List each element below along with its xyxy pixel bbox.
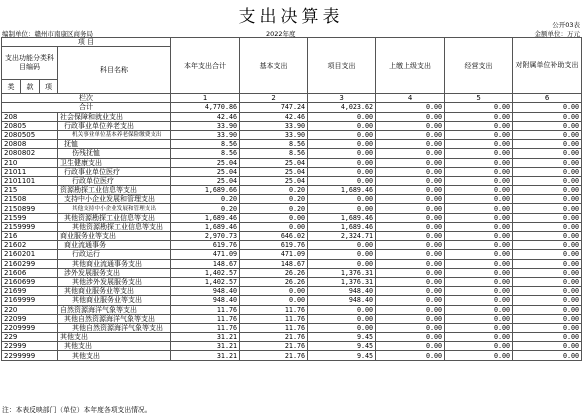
row-value: 0.00 [513,158,582,167]
table-row [2,232,582,241]
row-name: 行政运行 [58,250,171,259]
col-header-project: 项目支出 [308,38,376,94]
row-value: 31.21 [171,351,240,360]
row-name: 其他支持中小企业发展和管理支出 [58,204,171,213]
row-value: 2,324.71 [308,232,376,241]
row-code: 215 [2,186,58,195]
row-code: 2160201 [2,250,58,259]
row-value: 8.56 [171,140,240,149]
footnote: 注：本表反映部门（单位）本年度各项支出情况。 [2,406,152,414]
table-row [2,259,582,268]
row-value: 0.00 [308,130,376,139]
table-row [2,323,582,332]
xiang-header: 项 [40,80,58,94]
row-value: 0.00 [308,195,376,204]
table-row [2,305,582,314]
total-value: 0.00 [513,103,582,112]
row-value: 33.90 [240,130,308,139]
row-code: 2080505 [2,130,58,139]
col-header-basic: 基本支出 [240,38,308,94]
row-value: 0.00 [445,287,513,296]
row-value: 11.76 [171,305,240,314]
row-value: 1,689.46 [308,186,376,195]
row-value: 0.00 [513,167,582,176]
func-code-header: 支出功能分类科目编码 [2,47,58,80]
lanci-label: 栏次 [2,94,171,103]
table-row [2,250,582,259]
row-value: 646.02 [240,232,308,241]
row-name: 伤残抚恤 [58,149,171,158]
row-code: 20808 [2,140,58,149]
row-value: 0.00 [376,351,445,360]
row-value: 8.56 [171,149,240,158]
row-value: 0.00 [376,149,445,158]
row-value: 0.00 [445,158,513,167]
row-value: 25.04 [171,176,240,185]
row-value: 9.45 [308,351,376,360]
colnum-1: 1 [171,94,240,103]
row-value: 471.09 [240,250,308,259]
row-value: 0.00 [308,241,376,250]
row-value: 0.00 [513,314,582,323]
row-value: 0.00 [376,259,445,268]
row-code: 22099 [2,314,58,323]
table-row [2,268,582,277]
row-value: 0.00 [445,342,513,351]
row-value: 0.00 [513,213,582,222]
table-row [2,204,582,213]
row-value: 8.56 [240,140,308,149]
row-value: 25.04 [240,176,308,185]
row-value: 0.00 [376,222,445,231]
row-name: 其他商业服务业等支出 [58,287,171,296]
row-value: 1,689.66 [171,186,240,195]
row-value: 0.00 [445,149,513,158]
row-value: 1,402.57 [171,268,240,277]
col-header-business: 经营支出 [445,38,513,94]
row-value: 8.56 [240,149,308,158]
colnum-3: 3 [308,94,376,103]
table-row [2,314,582,323]
row-value: 11.76 [171,314,240,323]
row-code: 21599 [2,213,58,222]
row-value: 11.76 [171,323,240,332]
row-code: 220 [2,305,58,314]
row-value: 0.00 [445,186,513,195]
row-value: 0.00 [308,259,376,268]
total-value: 4,023.62 [308,103,376,112]
row-value: 0.00 [240,213,308,222]
row-value: 0.00 [308,305,376,314]
row-value: 0.00 [376,323,445,332]
row-code: 21606 [2,268,58,277]
row-value: 948.40 [171,287,240,296]
table-row [2,342,582,351]
row-value: 0.00 [376,204,445,213]
row-code: 2080802 [2,149,58,158]
row-value: 0.00 [240,296,308,305]
row-value: 9.45 [308,342,376,351]
row-name: 其他商业服务业等支出 [58,296,171,305]
row-code: 21011 [2,167,58,176]
table-row [2,176,582,185]
row-value: 1,689.46 [308,213,376,222]
row-value: 0.00 [376,167,445,176]
table-row [2,241,582,250]
row-value: 0.00 [308,158,376,167]
row-value: 0.00 [445,296,513,305]
row-value: 0.00 [513,342,582,351]
page-title: 支出决算表 [238,7,344,27]
row-value: 0.00 [376,268,445,277]
row-value: 0.00 [445,112,513,121]
row-value: 0.20 [240,204,308,213]
row-value: 0.00 [445,213,513,222]
row-value: 0.20 [171,204,240,213]
row-value: 31.21 [171,333,240,342]
row-name: 其他自然资源海洋气象等支出 [58,323,171,332]
row-value: 0.00 [513,112,582,121]
row-name: 卫生健康支出 [58,158,171,167]
fiscal-year: 2022年度 [266,30,296,38]
row-code: 2160299 [2,259,58,268]
row-value: 26.26 [240,277,308,286]
row-name: 其他自然资源海洋气象等支出 [58,314,171,323]
row-value: 0.00 [513,259,582,268]
row-value: 0.00 [445,121,513,130]
kuan-header: 款 [21,80,40,94]
row-value: 0.00 [376,186,445,195]
row-value: 948.40 [308,296,376,305]
row-code: 2160699 [2,277,58,286]
row-value: 21.76 [240,342,308,351]
row-value: 11.76 [240,314,308,323]
row-value: 0.00 [445,167,513,176]
row-value: 0.00 [376,130,445,139]
colnum-2: 2 [240,94,308,103]
row-code: 21602 [2,241,58,250]
table-row [2,296,582,305]
row-value: 1,689.46 [171,222,240,231]
row-value: 619.76 [171,241,240,250]
row-value: 0.00 [513,140,582,149]
row-code: 21508 [2,195,58,204]
row-code: 210 [2,158,58,167]
row-value: 25.04 [171,167,240,176]
row-value: 0.00 [445,130,513,139]
row-name: 其他支出 [58,351,171,360]
row-value: 0.00 [376,241,445,250]
row-value: 0.00 [308,204,376,213]
row-value: 31.21 [171,342,240,351]
row-value: 0.00 [376,305,445,314]
row-value: 0.00 [376,213,445,222]
form-code: 公开03表 [552,21,580,29]
row-value: 11.76 [240,305,308,314]
row-code: 2299999 [2,351,58,360]
row-value: 0.00 [308,176,376,185]
row-name: 其他涉外发展服务支出 [58,277,171,286]
row-value: 0.00 [240,222,308,231]
row-name: 抚恤 [58,140,171,149]
row-value: 0.00 [513,232,582,241]
row-value: 0.00 [376,277,445,286]
row-code: 229 [2,333,58,342]
table-row [2,277,582,286]
row-value: 0.00 [376,342,445,351]
row-value: 42.46 [171,112,240,121]
row-value: 0.00 [445,268,513,277]
row-value: 0.00 [513,130,582,139]
row-value: 0.00 [513,222,582,231]
row-code: 20805 [2,121,58,130]
row-value: 21.76 [240,333,308,342]
row-value: 0.20 [240,195,308,204]
row-value: 0.00 [376,158,445,167]
row-name: 行政单位医疗 [58,176,171,185]
total-label: 合计 [2,103,171,112]
row-value: 0.00 [308,314,376,323]
row-value: 0.00 [513,296,582,305]
row-value: 26.26 [240,268,308,277]
row-value: 0.00 [376,287,445,296]
row-name: 行政事业单位养老支出 [58,121,171,130]
row-code: 22999 [2,342,58,351]
row-value: 619.76 [240,241,308,250]
row-value: 0.00 [513,277,582,286]
row-value: 0.00 [445,351,513,360]
row-value: 25.04 [240,158,308,167]
row-name: 商业流通事务 [58,241,171,250]
row-value: 0.00 [376,296,445,305]
row-value: 33.90 [171,121,240,130]
colnum-4: 4 [376,94,445,103]
row-code: 2169999 [2,296,58,305]
row-value: 0.00 [308,121,376,130]
table-row [2,333,582,342]
colnum-6: 6 [513,94,582,103]
row-value: 0.00 [445,232,513,241]
row-name: 机关事业单位基本养老保险缴费支出 [58,130,171,139]
row-value: 0.00 [445,305,513,314]
row-name: 其他资源勘探工业信息等支出 [58,213,171,222]
table-row [2,130,582,139]
table-row [2,112,582,121]
subject-name-header: 科目名称 [58,47,171,94]
row-name: 行政事业单位医疗 [58,167,171,176]
row-value: 42.46 [240,112,308,121]
table-row [2,213,582,222]
row-value: 0.00 [513,305,582,314]
row-value: 0.00 [308,250,376,259]
col-header-total: 本年支出合计 [171,38,240,94]
row-code: 2209999 [2,323,58,332]
row-name: 其他资源勘探工业信息等支出 [58,222,171,231]
row-value: 0.00 [445,204,513,213]
table-row [2,287,582,296]
row-code: 216 [2,232,58,241]
row-value: 0.00 [445,259,513,268]
row-value: 0.00 [376,176,445,185]
row-value: 0.20 [240,186,308,195]
row-value: 0.00 [376,112,445,121]
row-value: 0.00 [445,314,513,323]
row-code: 2159999 [2,222,58,231]
row-code: 2150899 [2,204,58,213]
colnum-5: 5 [445,94,513,103]
row-value: 0.00 [376,333,445,342]
total-value: 4,770.86 [171,103,240,112]
row-name: 其他支出 [58,342,171,351]
lei-header: 类 [2,80,21,94]
row-value: 0.00 [513,195,582,204]
row-value: 0.00 [445,176,513,185]
row-value: 148.67 [240,259,308,268]
table-row [2,167,582,176]
compiling-unit: 编制单位：赣州市南康区商务局 [2,30,93,38]
row-value: 0.00 [445,195,513,204]
row-value: 25.04 [240,167,308,176]
row-value: 1,689.46 [308,222,376,231]
row-value: 0.00 [513,287,582,296]
row-value: 0.00 [308,112,376,121]
currency-unit: 金额单位：万元 [534,30,580,38]
row-name: 其他商业流通事务支出 [58,259,171,268]
row-value: 0.00 [513,351,582,360]
row-name: 其他支出 [58,333,171,342]
row-value: 33.90 [171,130,240,139]
row-value: 0.00 [513,333,582,342]
row-value: 0.00 [376,250,445,259]
row-code: 208 [2,112,58,121]
row-code: 2101101 [2,176,58,185]
row-value: 148.67 [171,259,240,268]
col-header-subsidiary: 对附属单位补助支出 [513,38,582,94]
row-name: 社会保障和就业支出 [58,112,171,121]
row-value: 0.00 [308,167,376,176]
table-row [2,158,582,167]
row-value: 0.00 [376,140,445,149]
table-row [2,186,582,195]
table-row [2,222,582,231]
col-header-upper: 上缴上级支出 [376,38,445,94]
row-value: 1,689.46 [171,213,240,222]
row-value: 0.00 [513,149,582,158]
row-value: 0.00 [445,140,513,149]
table-row [2,195,582,204]
row-value: 0.00 [445,250,513,259]
row-value: 0.00 [513,241,582,250]
row-value: 0.00 [376,232,445,241]
row-value: 25.04 [171,158,240,167]
row-value: 0.00 [513,268,582,277]
row-value: 0.20 [171,195,240,204]
row-value: 1,402.57 [171,277,240,286]
row-name: 商业服务业等支出 [58,232,171,241]
row-value: 11.76 [240,323,308,332]
row-value: 0.00 [308,149,376,158]
total-value: 747.24 [240,103,308,112]
item-group-header: 项 目 [2,38,171,47]
row-value: 0.00 [513,121,582,130]
row-value: 0.00 [513,250,582,259]
table-row [2,121,582,130]
row-value: 21.76 [240,351,308,360]
row-value: 0.00 [513,204,582,213]
row-name: 涉外发展服务支出 [58,268,171,277]
row-value: 0.00 [445,277,513,286]
row-value: 2,970.73 [171,232,240,241]
table-row [2,140,582,149]
row-name: 资源勘探工业信息等支出 [58,186,171,195]
row-value: 0.00 [445,333,513,342]
row-value: 0.00 [513,323,582,332]
row-value: 0.00 [376,314,445,323]
total-value: 0.00 [376,103,445,112]
row-value: 0.00 [445,222,513,231]
row-name: 支持中小企业发展和管理支出 [58,195,171,204]
expenditure-table [1,37,582,361]
row-value: 0.00 [376,195,445,204]
row-value: 33.90 [240,121,308,130]
table-body [2,112,582,360]
total-value: 0.00 [445,103,513,112]
row-code: 21699 [2,287,58,296]
row-value: 471.09 [171,250,240,259]
row-value: 9.45 [308,333,376,342]
row-value: 1,376.31 [308,268,376,277]
row-value: 0.00 [240,287,308,296]
row-value: 0.00 [445,323,513,332]
table-row [2,351,582,360]
row-value: 0.00 [445,241,513,250]
row-value: 0.00 [513,186,582,195]
row-value: 0.00 [308,140,376,149]
row-value: 1,376.31 [308,277,376,286]
table-row [2,149,582,158]
row-value: 948.40 [171,296,240,305]
row-value: 0.00 [376,121,445,130]
row-value: 0.00 [308,323,376,332]
row-value: 0.00 [513,176,582,185]
row-name: 自然资源海洋气象等支出 [58,305,171,314]
row-value: 948.40 [308,287,376,296]
